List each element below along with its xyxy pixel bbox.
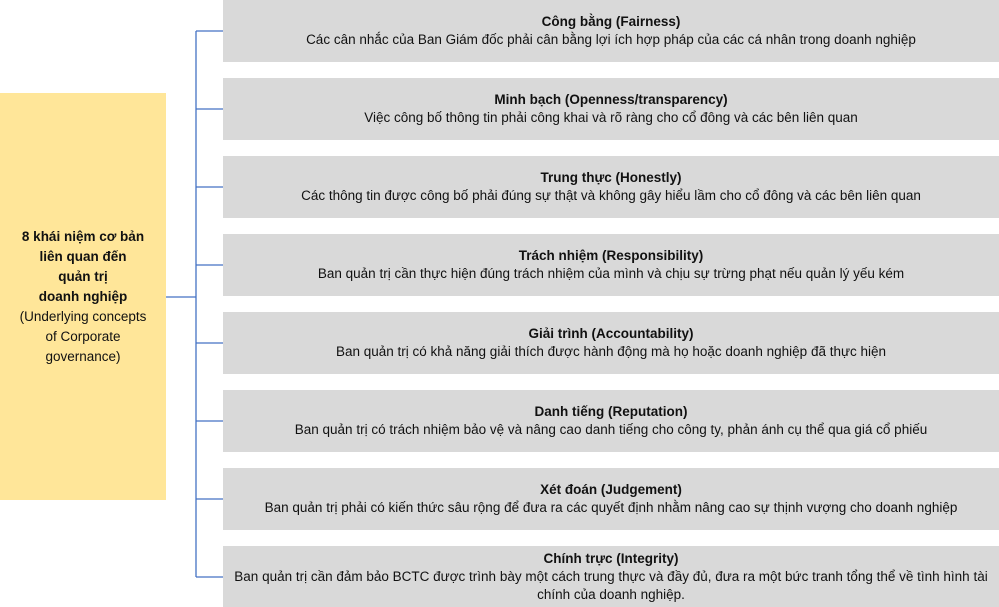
concept-item-transparency (223, 78, 999, 140)
concept-item-responsibility (223, 234, 999, 296)
concept-description: Ban quản trị có trách nhiệm bảo vệ và nâng cao danh tiếng cho công ty, phản ánh cụ thể qua giá cổ phiếu (294, 422, 928, 437)
root-title (22, 227, 144, 307)
root-subtitle (20, 307, 147, 367)
root-title-line: 8 khái niệm cơ bản (21, 228, 145, 244)
concept-title: Công bằng (Fairness) (541, 14, 681, 29)
concept-description: Ban quản trị cần đảm bảo BCTC được trình bày một cách trung thực và đầy đủ, đưa ra một bức tranh tổng thể về tình hình tài chính của doanh nghiệp. (234, 568, 988, 602)
concept-title: Trung thực (Honestly) (540, 170, 682, 185)
concept-title: Giải trình (Accountability) (528, 326, 694, 341)
concept-description: Các cân nhắc của Ban Giám đốc phải cân bằng lợi ích hợp pháp của các cá nhân trong doanh nghiệp (306, 32, 916, 47)
concept-description: Ban quản trị cần thực hiện đúng trách nhiệm của mình và chịu sự trừng phạt nếu quản lý yếu kém (317, 266, 905, 281)
concept-description: Ban quản trị có khả năng giải thích được hành động mà họ hoặc doanh nghiệp đã thực hiện (335, 344, 887, 359)
root-concept-box (0, 93, 166, 500)
concept-item-integrity (223, 546, 999, 607)
concept-description: Các thông tin được công bố phải đúng sự thật và không gây hiểu lầm cho cổ đông và các bên liên quan (301, 188, 921, 203)
concept-title: Minh bạch (Openness/transparency) (494, 92, 728, 107)
concept-title: Trách nhiệm (Responsibility) (518, 248, 704, 263)
concept-title: Danh tiếng (Reputation) (534, 404, 688, 419)
concept-item-fairness (223, 0, 999, 62)
root-subtitle-line: of Corporate (45, 328, 121, 344)
concept-item-judgement (223, 468, 999, 530)
concept-description: Việc công bố thông tin phải công khai và rõ ràng cho cổ đông và các bên liên quan (364, 110, 858, 125)
concept-title: Xét đoán (Judgement) (540, 482, 682, 497)
concept-description: Ban quản trị phải có kiến thức sâu rộng để đưa ra các quyết định nhằm nâng cao sự thịnh vượng cho doanh nghiệp (264, 500, 958, 515)
concept-item-accountability (223, 312, 999, 374)
root-title-line: doanh nghiệp (38, 288, 128, 304)
root-subtitle-line: (Underlying concepts (19, 308, 147, 324)
root-title-line: liên quan đến (39, 248, 127, 264)
concept-item-reputation (223, 390, 999, 452)
concept-item-honesty (223, 156, 999, 218)
root-title-line: quản trị (58, 268, 108, 284)
root-subtitle-line: governance) (45, 348, 121, 364)
concept-title: Chính trực (Integrity) (543, 550, 679, 566)
